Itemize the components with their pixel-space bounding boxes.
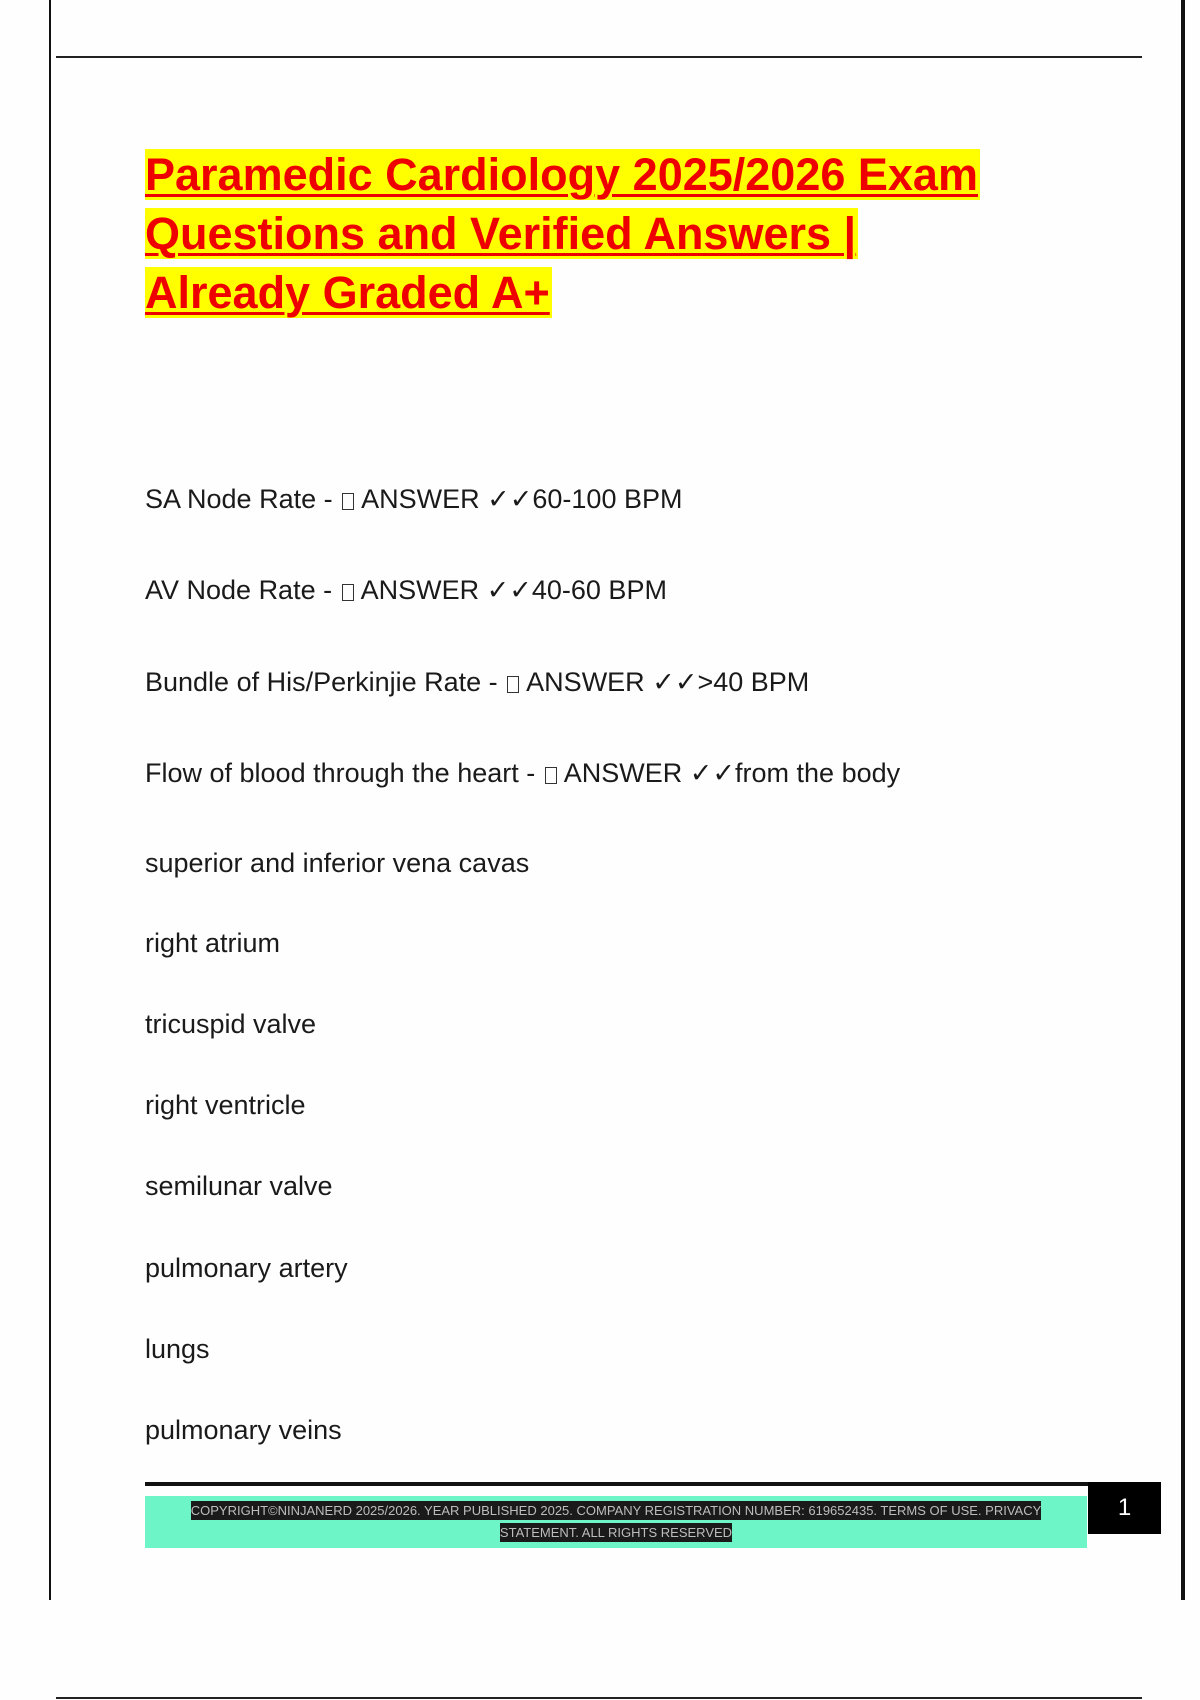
qa-item-bundle-of-his bbox=[145, 666, 809, 698]
answer-marker: ANSWER bbox=[563, 758, 683, 788]
missing-glyph-icon bbox=[342, 584, 354, 601]
question-text: SA Node Rate - bbox=[145, 484, 341, 514]
flow-step: semilunar valve bbox=[145, 1171, 333, 1201]
footer-rule bbox=[145, 1482, 1088, 1486]
answer-marker: ANSWER bbox=[526, 667, 645, 697]
answer-text: 60-100 BPM bbox=[532, 484, 683, 514]
title-line-3: Already Graded A+ bbox=[145, 267, 550, 318]
missing-glyph-icon bbox=[507, 676, 519, 693]
flow-step: right ventricle bbox=[145, 1090, 306, 1120]
answer-marker: ANSWER bbox=[360, 575, 480, 605]
title-line-1: Paramedic Cardiology 2025/2026 Exam bbox=[145, 149, 978, 200]
question-text: Bundle of His/Perkinjie Rate - bbox=[145, 667, 506, 697]
question-text: AV Node Rate - bbox=[145, 575, 340, 605]
check-icon: ✓✓ bbox=[652, 667, 698, 697]
question-text: Flow of blood through the heart - bbox=[145, 758, 543, 788]
flow-step: pulmonary veins bbox=[145, 1415, 342, 1445]
qa-item-sa-node bbox=[145, 483, 682, 515]
flow-step: superior and inferior vena cavas bbox=[145, 848, 530, 878]
flow-step: pulmonary artery bbox=[145, 1253, 348, 1283]
page-number: 1 bbox=[1088, 1482, 1161, 1534]
copyright-line-1: COPYRIGHT©NINJANERD 2025/2026. YEAR PUBLISHED 2025. COMPANY REGISTRATION NUMBER: 619652435. TERMS OF USE. PRIVACY bbox=[190, 1503, 1042, 1518]
header-rule bbox=[56, 56, 1142, 58]
missing-glyph-icon bbox=[545, 767, 557, 784]
qa-item-blood-flow bbox=[145, 757, 900, 789]
next-page-rule bbox=[56, 1697, 1142, 1699]
page-right-border bbox=[1181, 0, 1185, 1600]
answer-marker: ANSWER bbox=[361, 484, 480, 514]
flow-step: right atrium bbox=[145, 928, 281, 958]
missing-glyph-icon bbox=[342, 493, 354, 510]
flow-step: lungs bbox=[145, 1334, 210, 1364]
answer-text: 40-60 BPM bbox=[531, 575, 667, 605]
check-icon: ✓✓ bbox=[486, 575, 532, 605]
check-icon: ✓✓ bbox=[689, 758, 736, 788]
answer-text: from the body bbox=[735, 758, 901, 788]
flow-step: tricuspid valve bbox=[145, 1009, 317, 1039]
check-icon: ✓✓ bbox=[487, 484, 533, 514]
answer-text: >40 BPM bbox=[697, 667, 810, 697]
page-left-border bbox=[49, 0, 51, 1600]
copyright-line-2: STATEMENT. ALL RIGHTS RESERVED bbox=[499, 1525, 733, 1540]
copyright-notice bbox=[166, 1500, 1066, 1544]
qa-item-av-node bbox=[145, 574, 667, 606]
document-title bbox=[145, 145, 1095, 322]
title-line-2: Questions and Verified Answers | bbox=[145, 208, 857, 259]
